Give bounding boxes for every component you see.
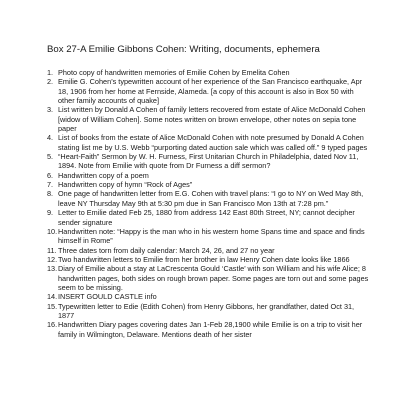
item-number: 8. bbox=[47, 189, 54, 199]
list-item bbox=[47, 208, 369, 227]
item-text: Three dates torn from daily calendar: March 24, 26, and 27 no year bbox=[58, 245, 275, 255]
list-item bbox=[47, 180, 369, 189]
item-number: 14. bbox=[47, 292, 58, 302]
item-number: 5. bbox=[47, 152, 54, 162]
list-item bbox=[47, 246, 369, 255]
list-item bbox=[47, 133, 369, 152]
item-text: Handwritten note: “Happy is the man who in his western home Spans time and space and finds himself in Rome” bbox=[58, 226, 365, 246]
list-item bbox=[47, 255, 369, 264]
list-item bbox=[47, 152, 369, 171]
item-number: 13. bbox=[47, 264, 58, 274]
item-text: Handwritten Diary pages covering dates Jan 1-Feb 28,1900 while Emilie is on a trip to visit her family in Wilmington, Delaware. Mentions death of her sister bbox=[58, 320, 363, 339]
item-number: 11. bbox=[47, 245, 57, 255]
list-item bbox=[47, 264, 369, 292]
item-text: Emilie G. Cohen’s typewritten account of her experience of the San Francisco earthquake, Apr 18, 1906 from her home at Fernside, Alameda. [a copy of this account is also in Box 50 with other family accounts of quake] bbox=[58, 77, 363, 106]
item-number: 12. bbox=[47, 254, 58, 264]
item-number: 1. bbox=[47, 68, 54, 77]
item-number: 10. bbox=[47, 226, 58, 236]
item-text: INSERT GOULD CASTLE info bbox=[58, 292, 157, 302]
item-text: Handwritten copy of hymn “Rock of Ages” bbox=[58, 180, 193, 190]
item-text: “Heart-Faith” Sermon by W. H. Furness, First Unitarian Church in Philadelphia, dated Nov 11, 1894. Note from Emilie with quote from Dr Furness a diff sermon? bbox=[58, 152, 359, 171]
item-text: Letter to Emilie dated Feb 25, 1880 from address 142 East 80th Street, NY; cannot decipher sender signature bbox=[58, 208, 355, 227]
list-item bbox=[47, 171, 369, 180]
list-item bbox=[47, 77, 369, 105]
list-item bbox=[47, 68, 369, 77]
item-list bbox=[47, 68, 369, 339]
item-number: 4. bbox=[47, 133, 54, 143]
item-number: 6. bbox=[47, 170, 54, 180]
item-text: Handwritten copy of a poem bbox=[58, 170, 149, 180]
item-text: Diary of Emilie about a stay at LaCrescenta Gould ‘Castle’ with son William and his wife Alice; 8 handwritten pages, both sides on rough brown paper. Some pages are torn out and some pages seem to be missing. bbox=[58, 264, 369, 292]
item-text: One page of handwritten letter from E.G. Cohen with travel plans: “I go to NY on Wed May 8th, leave NY Thursday May 9th at 5:30 pm due in San Francisco Mon 13th at 7:28 pm.” bbox=[58, 189, 364, 208]
list-item bbox=[47, 227, 369, 246]
item-number: 7. bbox=[47, 180, 54, 190]
item-text: Photo copy of handwritten memories of Emilie Cohen by Emelita Cohen bbox=[58, 68, 290, 77]
list-item bbox=[47, 189, 369, 208]
item-text: Typewritten letter to Edie (Edith Cohen) from Henry Gibbons, her grandfather, dated Oct 31, 1877 bbox=[58, 301, 355, 320]
item-number: 15. bbox=[47, 301, 58, 311]
item-text: List of books from the estate of Alice McDonald Cohen with note presumed by Donald A Cohen stating list me by U.S. Webb “purporting dated auction sale which was called off.” 9 typed pages bbox=[58, 133, 368, 152]
item-number: 16. bbox=[47, 320, 58, 330]
item-text: List written by Donald A Cohen of family letters recovered from estate of Alice McDonald Cohen [widow of William Cohen]. Some notes written on brown envelope, other notes on sepia tone paper bbox=[58, 105, 366, 134]
item-number: 9. bbox=[47, 208, 54, 218]
list-item bbox=[47, 302, 369, 321]
item-number: 2. bbox=[47, 77, 54, 87]
item-number: 3. bbox=[47, 105, 54, 115]
list-item bbox=[47, 320, 369, 339]
document-title: Box 27-A Emilie Gibbons Cohen: Writing, documents, ephemera bbox=[47, 44, 320, 55]
item-text: Two handwritten letters to Emilie from her brother in law Henry Cohen date looks like 1866 bbox=[58, 254, 350, 264]
list-item bbox=[47, 105, 369, 133]
list-item bbox=[47, 292, 369, 301]
